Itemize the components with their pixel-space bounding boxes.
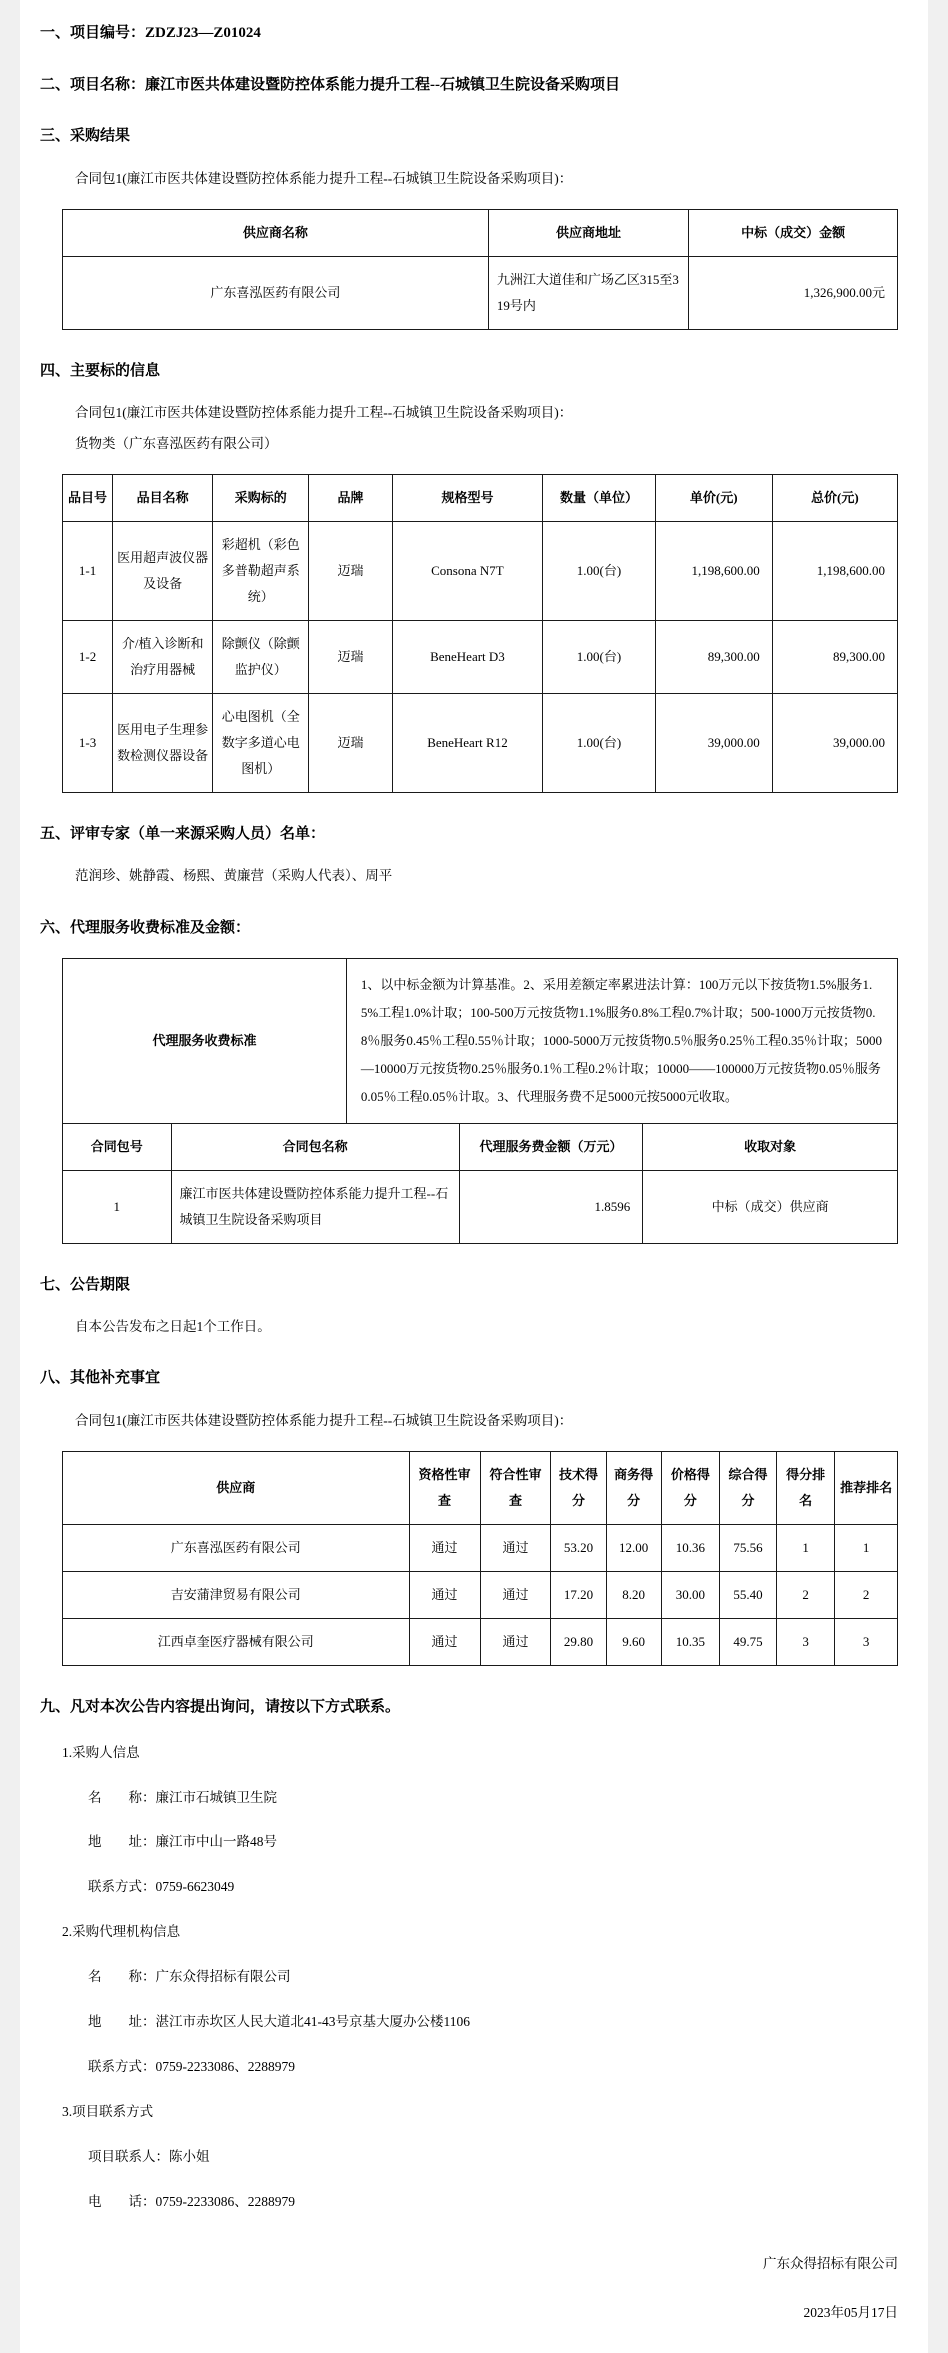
buyer-info-title: 1.采购人信息 (62, 1744, 140, 1760)
quantity-cell: 1.00(台) (543, 693, 656, 792)
supplier-address-cell: 九洲江大道佳和广场乙区315至319号内 (488, 256, 688, 329)
technical-score-cell: 17.20 (551, 1572, 606, 1619)
col-business-score: 商务得分 (606, 1452, 661, 1525)
col-award-amount: 中标（成交）金额 (689, 209, 898, 256)
subject-category-line: 货物类（广东喜泓医药有限公司） (75, 435, 278, 451)
qualification-cell: 通过 (409, 1619, 480, 1666)
overall-score-cell: 55.40 (720, 1572, 777, 1619)
model-cell: BeneHeart D3 (392, 620, 542, 693)
col-supplier-address: 供应商地址 (488, 209, 688, 256)
agency-address: 地 址：湛江市赤坎区人民大道北41-43号京基大厦办公楼1106 (88, 2014, 470, 2030)
table-header-row (63, 474, 898, 521)
col-package-no: 合同包号 (63, 1123, 172, 1170)
section-procurement-result-heading: 三、采购结果 (40, 128, 131, 144)
table-row (63, 693, 898, 792)
col-total-price: 总价(元) (772, 474, 897, 521)
technical-score-cell: 53.20 (551, 1525, 606, 1572)
qualification-cell: 通过 (409, 1572, 480, 1619)
subject-cell: 除颤仪（除颤监护仪） (213, 620, 309, 693)
item-no-cell: 1-3 (63, 693, 113, 792)
subject-cell: 彩超机（彩色多普勒超声系统） (213, 521, 309, 620)
unit-price-cell: 1,198,600.00 (655, 521, 772, 620)
subject-cell: 心电图机（全数字多道心电图机） (213, 693, 309, 792)
col-supplier: 供应商 (63, 1452, 410, 1525)
table-row (63, 1619, 898, 1666)
supplier-cell: 吉安蒲津贸易有限公司 (63, 1572, 410, 1619)
item-name-cell: 医用超声波仪器及设备 (113, 521, 213, 620)
section-experts-heading: 五、评审专家（单一来源采购人员）名单： (40, 825, 326, 842)
agency-contact: 联系方式：0759-2233086、2288979 (88, 2058, 295, 2074)
project-contact-person: 项目联系人：陈小姐 (88, 2148, 210, 2164)
col-item-name: 品目名称 (113, 474, 213, 521)
item-name-cell: 介/植入诊断和治疗用器械 (113, 620, 213, 693)
col-supplier-name: 供应商名称 (63, 209, 489, 256)
col-model: 规格型号 (392, 474, 542, 521)
section-project-name-heading: 二、项目名称：廉江市医共体建设暨防控体系能力提升工程--石城镇卫生院设备采购项目 (40, 76, 620, 93)
award-amount-cell: 1,326,900.00元 (689, 256, 898, 329)
col-subject: 采购标的 (213, 474, 309, 521)
buyer-address: 地 址：廉江市中山一路48号 (88, 1834, 277, 1850)
result-package-line: 合同包1(廉江市医共体建设暨防控体系能力提升工程--石城镇卫生院设备采购项目)： (75, 170, 573, 186)
payer-cell: 中标（成交）供应商 (643, 1170, 898, 1243)
announcement-period-text: 自本公告发布之日起1个工作日。 (75, 1319, 271, 1335)
model-cell: BeneHeart R12 (392, 693, 542, 792)
col-unit-price: 单价(元) (655, 474, 772, 521)
buyer-contact: 联系方式：0759-6623049 (88, 1879, 235, 1895)
section-project-number-heading: 一、项目编号：ZDZJ23—Z01024 (40, 25, 261, 41)
brand-cell: 迈瑞 (309, 693, 393, 792)
quantity-cell: 1.00(台) (543, 620, 656, 693)
recommend-rank-cell: 3 (835, 1619, 898, 1666)
table-row (63, 521, 898, 620)
table-row (63, 959, 898, 1124)
overall-score-cell: 49.75 (720, 1619, 777, 1666)
experts-names: 范润珍、姚静霞、杨熙、黄廉营（采购人代表）、周平 (75, 868, 393, 884)
total-price-cell: 89,300.00 (772, 620, 897, 693)
col-qualification-review: 资格性审查 (409, 1452, 480, 1525)
col-conformity-review: 符合性审查 (480, 1452, 551, 1525)
fee-standard-text-cell: 1、以中标金额为计算基准。2、采用差额定率累进法计算：100万元以下按货物1.5%服务1.5%工程1.0%计取；100-500万元按货物1.1%服务0.8%工程0.7%计取；500-1000万元按货物0.8％服务0.45％工程0.55％计取；1000-5000万元按货物0.5％服务0.25％工程0.35％计取；5000—10000万元按货物0.25％服务0.1％工程0.2％计取；10000——100000万元按货物0.05％服务0.05％工程0.05％计取。3、代理服务费不足5000元按5000元收取。 (346, 959, 897, 1124)
unit-price-cell: 89,300.00 (655, 620, 772, 693)
table-header-row (63, 1123, 898, 1170)
procurement-announcement-page (20, 0, 928, 2353)
total-price-cell: 1,198,600.00 (772, 521, 897, 620)
table-header-row (63, 209, 898, 256)
signature-company: 广东众得招标有限公司 (763, 2256, 898, 2272)
col-brand: 品牌 (309, 474, 393, 521)
section-announcement-period-heading: 七、公告期限 (40, 1276, 131, 1293)
section-contact-heading: 九、凡对本次公告内容提出询问，请按以下方式联系。 (40, 1699, 401, 1716)
price-score-cell: 30.00 (661, 1572, 719, 1619)
item-no-cell: 1-2 (63, 620, 113, 693)
section-agency-fee-heading: 六、代理服务收费标准及金额： (40, 919, 251, 936)
table-header-row (63, 1452, 898, 1525)
technical-score-cell: 29.80 (551, 1619, 606, 1666)
total-price-cell: 39,000.00 (772, 693, 897, 792)
score-rank-cell: 1 (776, 1525, 834, 1572)
agency-fee-standard-table (62, 958, 898, 1124)
table-row (63, 1170, 898, 1243)
subject-package-line: 合同包1(廉江市医共体建设暨防控体系能力提升工程--石城镇卫生院设备采购项目)： (75, 405, 573, 421)
unit-price-cell: 39,000.00 (655, 693, 772, 792)
conformity-cell: 通过 (480, 1619, 551, 1666)
recommend-rank-cell: 2 (835, 1572, 898, 1619)
brand-cell: 迈瑞 (309, 521, 393, 620)
business-score-cell: 12.00 (606, 1525, 661, 1572)
item-no-cell: 1-1 (63, 521, 113, 620)
business-score-cell: 8.20 (606, 1572, 661, 1619)
section-supplementary-heading: 八、其他补充事宜 (40, 1370, 161, 1387)
supplier-cell: 广东喜泓医药有限公司 (63, 1525, 410, 1572)
col-price-score: 价格得分 (661, 1452, 719, 1525)
col-package-name: 合同包名称 (171, 1123, 459, 1170)
signature-block (20, 2255, 928, 2323)
col-quantity: 数量（单位） (543, 474, 656, 521)
quantity-cell: 1.00(台) (543, 521, 656, 620)
score-rank-cell: 3 (776, 1619, 834, 1666)
price-score-cell: 10.35 (661, 1619, 719, 1666)
project-contact-phone: 电 话：0759-2233086、2288979 (88, 2193, 295, 2209)
package-name-cell: 廉江市医共体建设暨防控体系能力提升工程--石城镇卫生院设备采购项目 (171, 1170, 459, 1243)
col-payer: 收取对象 (643, 1123, 898, 1170)
price-score-cell: 10.36 (661, 1525, 719, 1572)
table-row (63, 256, 898, 329)
model-cell: Consona N7T (392, 521, 542, 620)
agency-name: 名 称：广东众得招标有限公司 (88, 1969, 291, 1985)
project-contact-title: 3.项目联系方式 (62, 2103, 154, 2119)
agency-fee-amount-table (62, 1123, 898, 1244)
qualification-cell: 通过 (409, 1525, 480, 1572)
signature-date: 2023年05月17日 (803, 2305, 898, 2321)
agency-info-title: 2.采购代理机构信息 (62, 1924, 181, 1940)
col-item-no: 品目号 (63, 474, 113, 521)
package-no-cell: 1 (63, 1170, 172, 1243)
buyer-name: 名 称：廉江市石城镇卫生院 (88, 1789, 277, 1805)
col-fee-amount: 代理服务费金额（万元） (459, 1123, 643, 1170)
section-main-subject-heading: 四、主要标的信息 (40, 362, 161, 379)
col-technical-score: 技术得分 (551, 1452, 606, 1525)
item-name-cell: 医用电子生理参数检测仪器设备 (113, 693, 213, 792)
brand-cell: 迈瑞 (309, 620, 393, 693)
overall-score-cell: 75.56 (720, 1525, 777, 1572)
fee-amount-cell: 1.8596 (459, 1170, 643, 1243)
supplementary-package-line: 合同包1(廉江市医共体建设暨防控体系能力提升工程--石城镇卫生院设备采购项目)： (75, 1412, 573, 1428)
fee-standard-label-cell: 代理服务收费标准 (63, 959, 347, 1124)
score-rank-cell: 2 (776, 1572, 834, 1619)
business-score-cell: 9.60 (606, 1619, 661, 1666)
supplier-name-cell: 广东喜泓医药有限公司 (63, 256, 489, 329)
table-row (63, 1572, 898, 1619)
supplier-score-table (62, 1451, 898, 1666)
supplier-cell: 江西卓奎医疗器械有限公司 (63, 1619, 410, 1666)
table-row (63, 620, 898, 693)
col-overall-score: 综合得分 (720, 1452, 777, 1525)
recommend-rank-cell: 1 (835, 1525, 898, 1572)
table-row (63, 1525, 898, 1572)
procurement-result-table (62, 209, 898, 330)
conformity-cell: 通过 (480, 1525, 551, 1572)
col-recommend-rank: 推荐排名 (835, 1452, 898, 1525)
main-subject-table (62, 474, 898, 793)
conformity-cell: 通过 (480, 1572, 551, 1619)
col-score-rank: 得分排名 (776, 1452, 834, 1525)
